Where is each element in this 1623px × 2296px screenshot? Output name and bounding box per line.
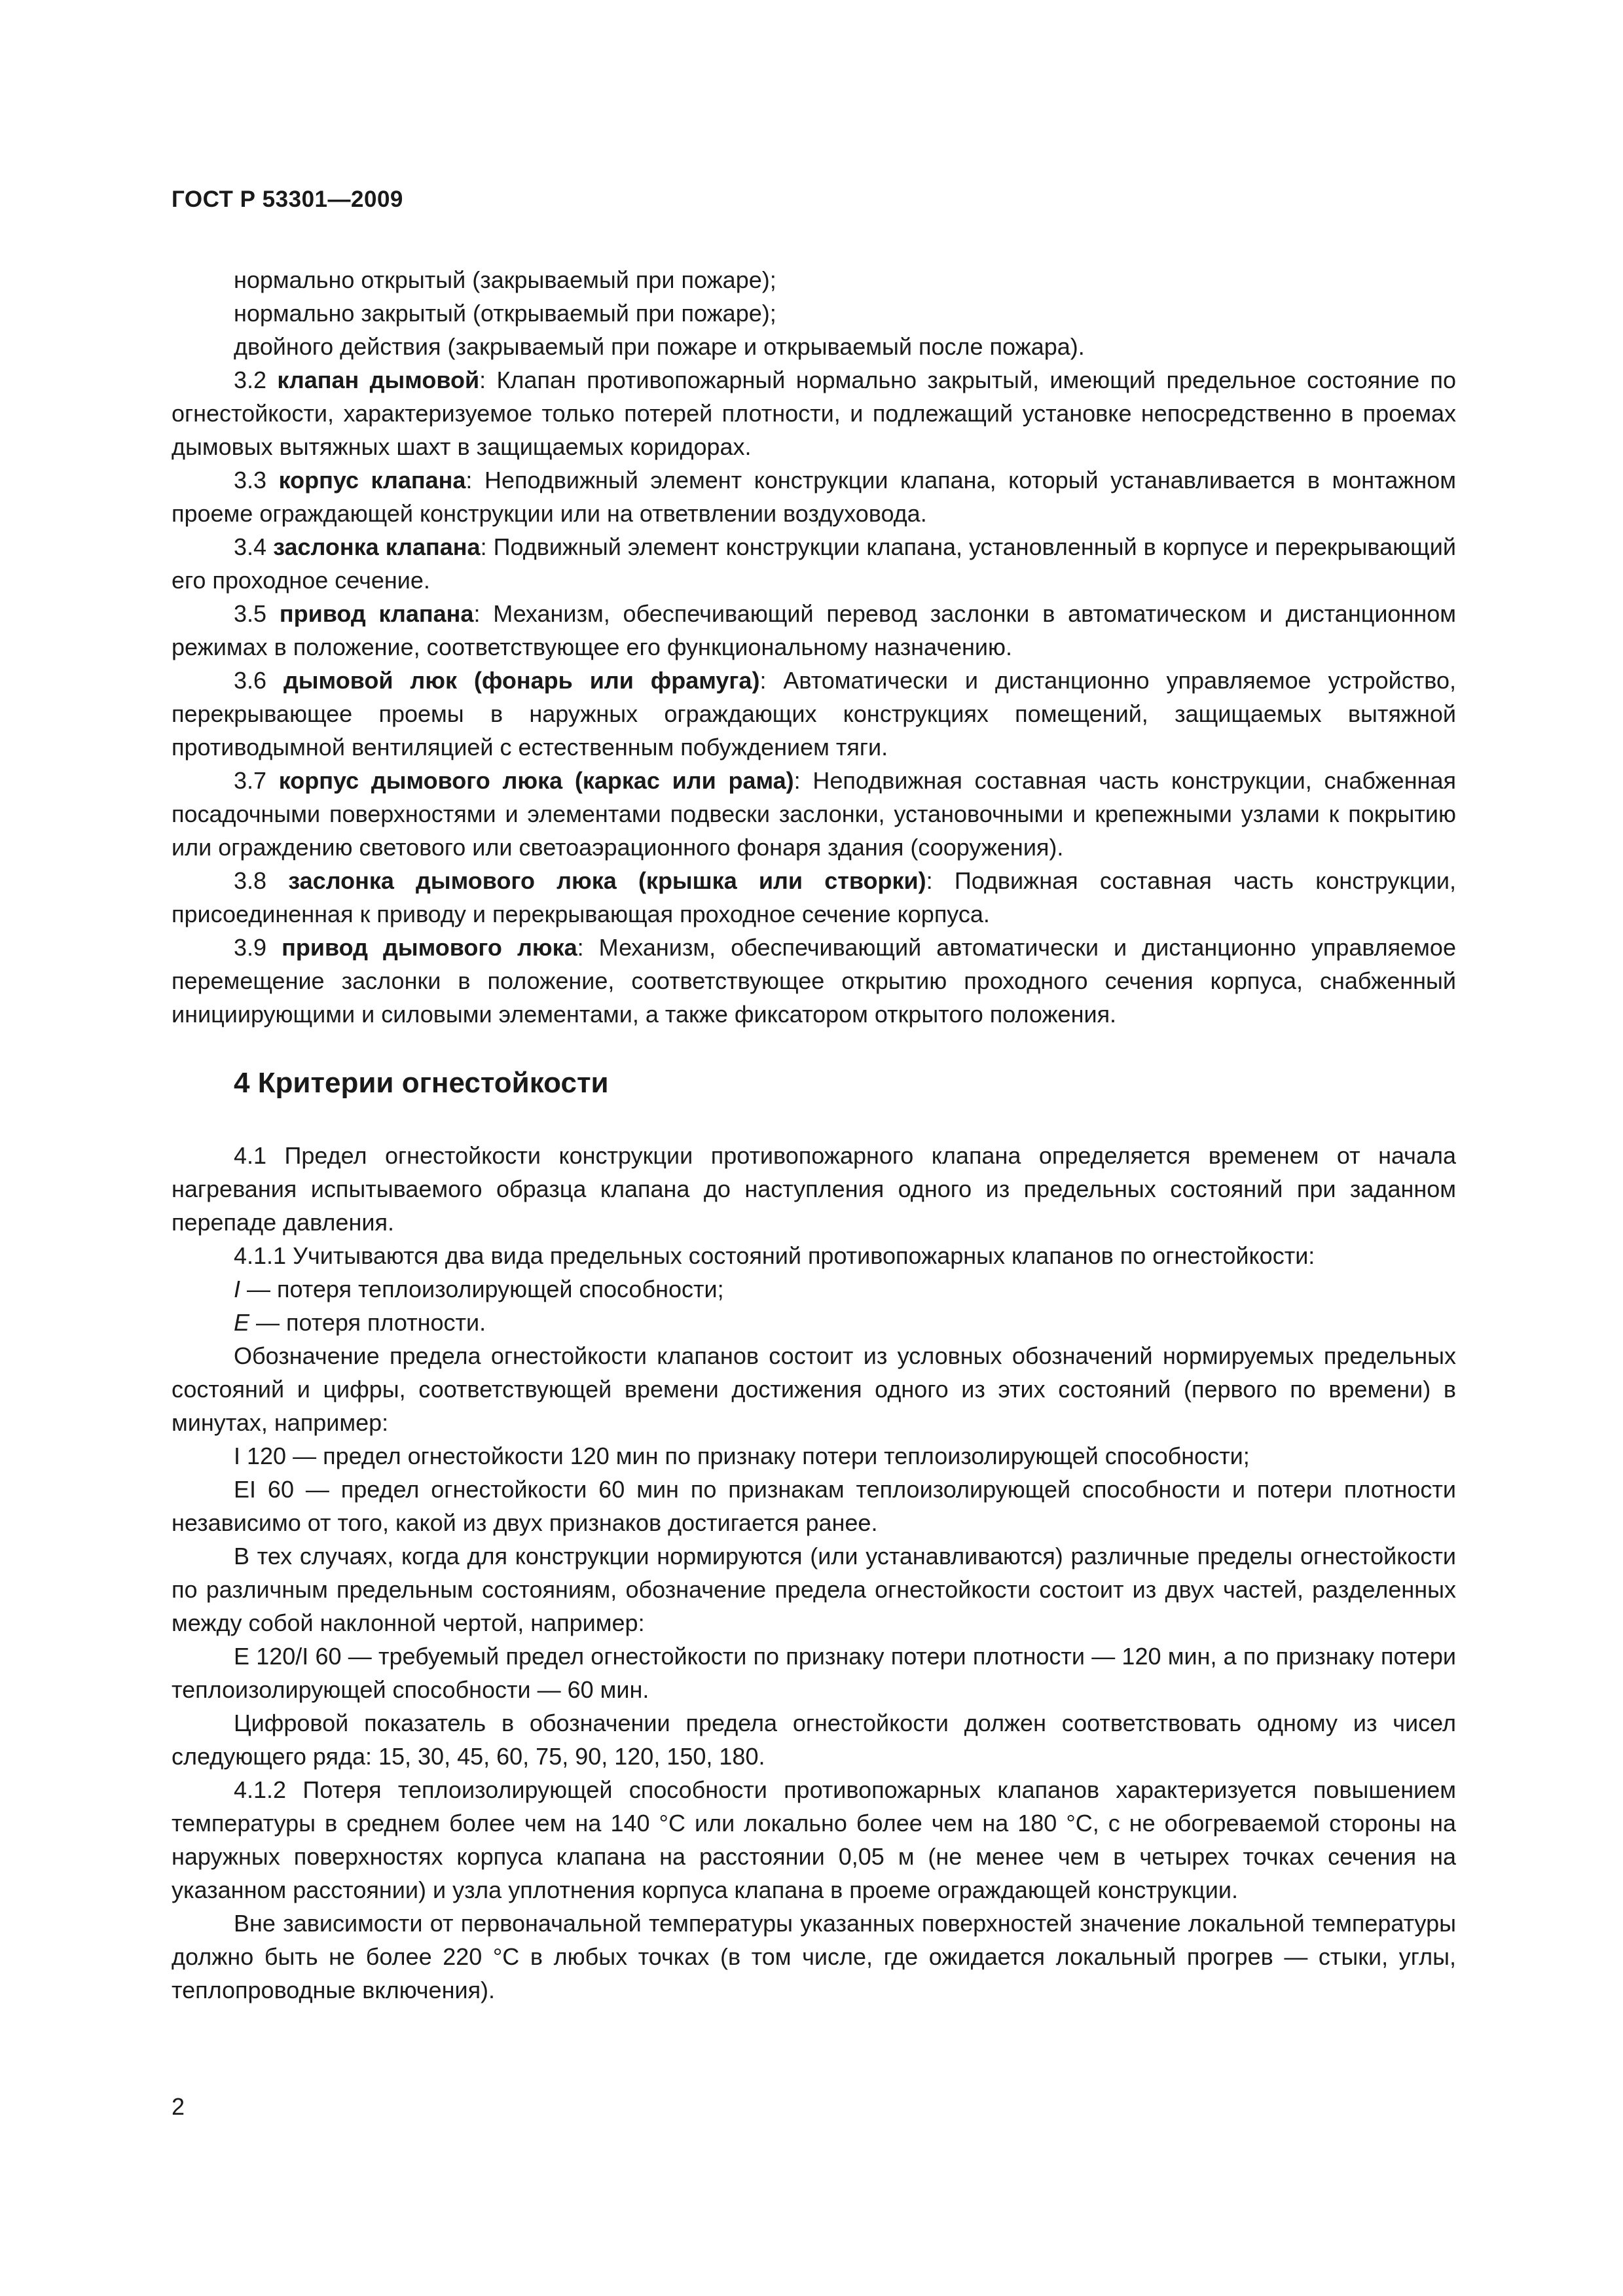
- clause-number: 3.7: [234, 767, 267, 794]
- body-paragraph: [172, 1272, 1456, 1306]
- definition-paragraph: [172, 330, 1456, 363]
- definitions-list: [172, 263, 1456, 1031]
- definition-paragraph: [172, 931, 1456, 1031]
- defined-term: заслонка дымового люка (крышка или створки): [288, 867, 926, 894]
- clause-number: 3.4: [234, 533, 267, 560]
- paragraph-text: двойного действия (закрываемый при пожаре и открываемый после пожара).: [234, 333, 1085, 360]
- paragraph-text: I 120 — предел огнестойкости 120 мин по признаку потери теплоизолирующей способности;: [234, 1443, 1250, 1469]
- paragraph-text: : Клапан противопожарный нормально закрытый, имеющий предельное состояние по огнестойкости, характеризуемое только потерей плотности, и подлежащий установке непосредственно в проемах дымовых вытяжных шахт в защищаемых коридорах.: [172, 367, 1456, 460]
- definition-paragraph: [172, 263, 1456, 296]
- defined-term: клапан дымовой: [277, 367, 480, 393]
- paragraph-text: 4.1.2 Потеря теплоизолирующей способности противопожарных клапанов характеризуется повышением температуры в среднем более чем на 140 °С или локально более чем на 180 °С, с не обогреваемой стороны на наружных поверхностях корпуса клапана на расстоянии 0,05 м (не менее чем в четырех точках сечения на указанном расстоянии) и узла уплотнения корпуса клапана в проеме ограждающей конструкции.: [172, 1776, 1456, 1903]
- paragraph-text: В тех случаях, когда для конструкции нормируются (или устанавливаются) различные пределы огнестойкости по различным предельным состояниям, обозначение предела огнестойкости состоит из двух частей, разделенных между собой наклонной чертой, например:: [172, 1543, 1456, 1636]
- defined-term: корпус дымового люка (каркас или рама): [278, 767, 794, 794]
- paragraph-text: нормально открытый (закрываемый при пожаре);: [234, 266, 776, 293]
- body-paragraph: [172, 1306, 1456, 1339]
- definition-paragraph: [172, 864, 1456, 931]
- clause-number: 3.8: [234, 867, 267, 894]
- paragraph-text: EI 60 — предел огнестойкости 60 мин по признакам теплоизолирующей способности и потери плотности независимо от того, какой из двух признаков достигается ранее.: [172, 1476, 1456, 1536]
- defined-term: корпус клапана: [278, 467, 466, 493]
- paragraph-text: 4.1.1 Учитываются два вида предельных состояний противопожарных клапанов по огнестойкости:: [234, 1242, 1315, 1269]
- paragraph-text: : Автоматически и дистанционно управляемое устройство, перекрывающее проемы в наружных ограждающих конструкциях помещений, защищаемых вытяжной противодымной вентиляцией с естественным побуждением тяги.: [172, 667, 1456, 761]
- section-4-text: [172, 1139, 1456, 2007]
- clause-number: 3.3: [234, 467, 267, 493]
- paragraph-text: нормально закрытый (открываемый при пожаре);: [234, 300, 776, 327]
- clause-number: 3.5: [234, 600, 267, 627]
- definition-paragraph: [172, 664, 1456, 764]
- paragraph-text: E 120/I 60 — требуемый предел огнестойкости по признаку потери плотности — 120 мин, а по признаку потери теплоизолирующей способности — 60 мин.: [172, 1643, 1456, 1703]
- body-paragraph: [172, 1706, 1456, 1773]
- paragraph-text: : Механизм, обеспечивающий автоматически и дистанционно управляемое перемещение заслонки в положение, соответствующее открытию проходного сечения корпуса, снабженный инициирующими и силовыми элементами, а также фиксатором открытого положения.: [172, 934, 1456, 1028]
- definition-paragraph: [172, 463, 1456, 530]
- definition-paragraph: [172, 296, 1456, 330]
- body-paragraph: [172, 1907, 1456, 2007]
- paragraph-text: — потеря теплоизолирующей способности;: [240, 1276, 724, 1302]
- paragraph-text: — потеря плотности.: [249, 1309, 486, 1336]
- body-paragraph: [172, 1473, 1456, 1539]
- defined-term: привод дымового люка: [282, 934, 577, 961]
- body-paragraph: [172, 1139, 1456, 1239]
- defined-term: дымовой люк (фонарь или фрамуга): [283, 667, 760, 694]
- paragraph-text: Вне зависимости от первоначальной температуры указанных поверхностей значение локальной температуры должно быть не более 220 °С в любых точках (в том числе, где ожидается локальный прогрев — стыки, углы, теплопроводные включения).: [172, 1910, 1456, 2003]
- clause-number: 3.6: [234, 667, 267, 694]
- defined-term: заслонка клапана: [273, 533, 481, 560]
- paragraph-text: Обозначение предела огнестойкости клапанов состоит из условных обозначений нормируемых предельных состояний и цифры, соответствующей времени достижения одного из этих состояний (первого по времени) в минутах, например:: [172, 1342, 1456, 1436]
- body-paragraph: [172, 1773, 1456, 1907]
- definition-paragraph: [172, 363, 1456, 463]
- clause-number: 3.2: [234, 367, 267, 393]
- definition-paragraph: [172, 764, 1456, 864]
- page-number: 2: [172, 2093, 185, 2120]
- body-paragraph: [172, 1339, 1456, 1439]
- body-paragraph: [172, 1640, 1456, 1706]
- symbol: E: [234, 1309, 250, 1336]
- paragraph-text: : Подвижный элемент конструкции клапана, установленный в корпусе и перекрывающий его проходное сечение.: [172, 533, 1456, 594]
- paragraph-text: 4.1 Предел огнестойкости конструкции противопожарного клапана определяется временем от начала нагревания испытываемого образца клапана до наступления одного из предельных состояний при заданном перепаде давления.: [172, 1142, 1456, 1236]
- body-paragraph: [172, 1539, 1456, 1640]
- defined-term: привод клапана: [279, 600, 474, 627]
- clause-number: 3.9: [234, 934, 267, 961]
- section-heading: 4 Критерии огнестойкости: [234, 1067, 609, 1099]
- document-body: [172, 263, 1456, 2007]
- paragraph-text: : Неподвижная составная часть конструкции, снабженная посадочными поверхностями и элементами подвески заслонки, установочными и крепежными узлами к покрытию или ограждению светового или светоаэрационного фонаря здания (сооружения).: [172, 767, 1456, 861]
- paragraph-text: : Подвижная составная часть конструкции, присоединенная к приводу и перекрывающая проходное сечение корпуса.: [172, 867, 1456, 927]
- body-paragraph: [172, 1439, 1456, 1473]
- paragraph-text: : Механизм, обеспечивающий перевод заслонки в автоматическом и дистанционном режимах в положение, соответствующее его функциональному назначению.: [172, 600, 1456, 660]
- paragraph-text: : Неподвижный элемент конструкции клапана, который устанавливается в монтажном проеме ограждающей конструкции или на ответвлении воздуховода.: [172, 467, 1456, 527]
- definition-paragraph: [172, 597, 1456, 664]
- symbol: I: [234, 1276, 241, 1302]
- definition-paragraph: [172, 530, 1456, 597]
- body-paragraph: [172, 1239, 1456, 1272]
- paragraph-text: Цифровой показатель в обозначении предела огнестойкости должен соответствовать одному из чисел следующего ряда: 15, 30, 45, 60, 75, 90, 120, 150, 180.: [172, 1710, 1456, 1770]
- document-header: ГОСТ Р 53301—2009: [172, 187, 403, 212]
